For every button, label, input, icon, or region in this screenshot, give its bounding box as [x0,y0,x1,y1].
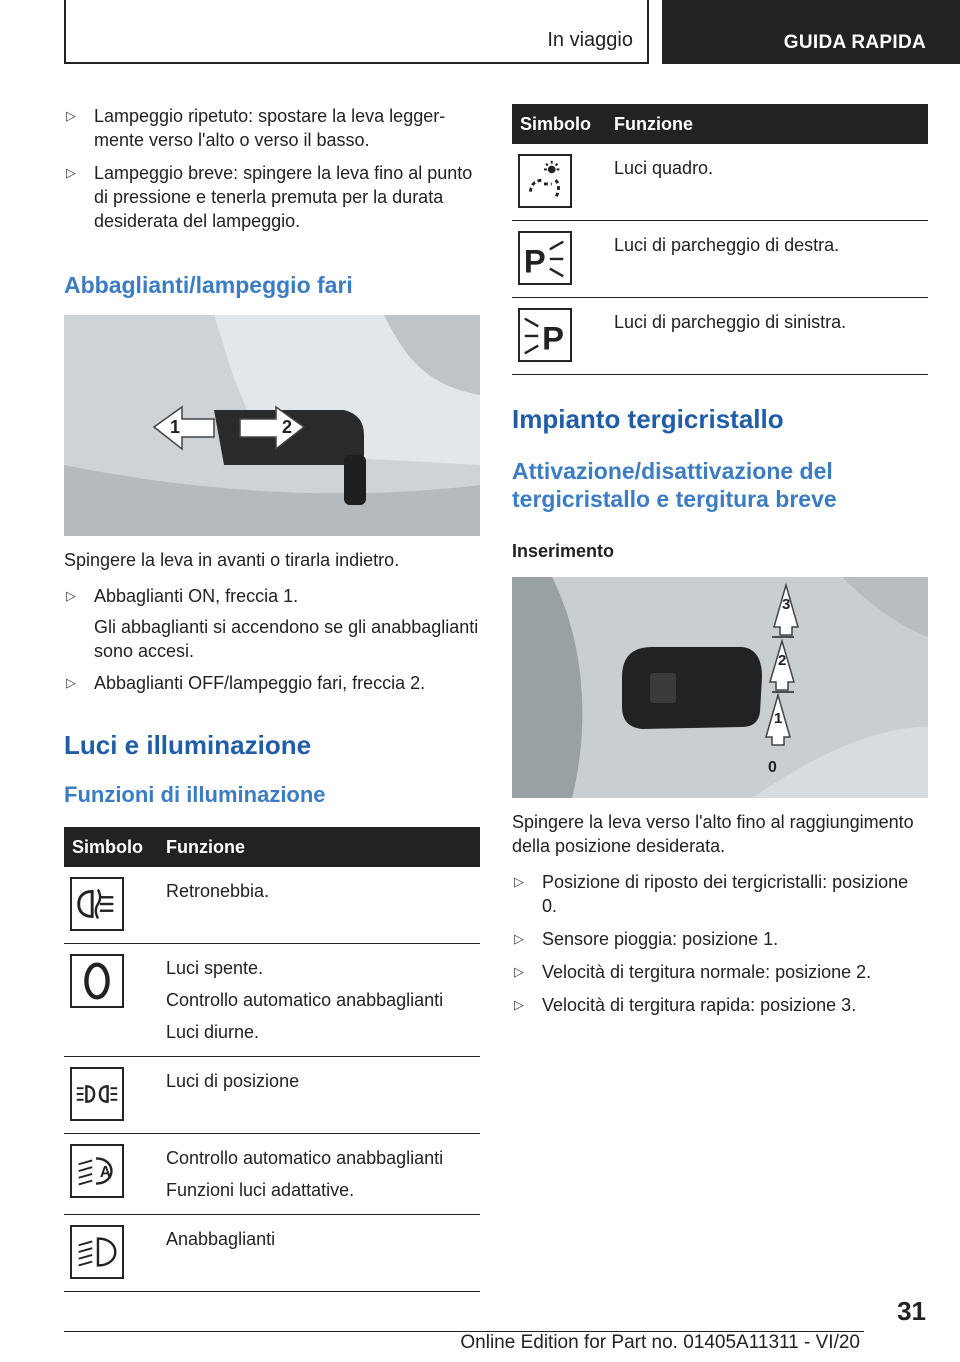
svg-text:A: A [99,1163,112,1181]
bullet-item: ▷ Velocità di tergitura rapida: posizione 3. [514,995,857,1015]
arrow-label-1: 1 [170,417,181,437]
table-row: P Luci di parcheggio di sinistra. [512,298,928,375]
svg-text:P: P [523,242,546,280]
wiper-lever-photo [512,577,928,798]
footer-edition: Online Edition for Part no. 01405A11311 - VI/20 [460,1332,860,1353]
bullet-triangle-icon: ▷ [66,675,76,690]
column-header-symbol: Simbolo [64,827,158,867]
svg-text:P: P [542,319,564,357]
bullet-item: ▷ Sensore pioggia: posizione 1. [514,929,779,949]
wiper-position-3: 3 [782,596,791,613]
lever-instruction: Spingere la leva in avanti o tirarla indietro. [64,550,400,570]
table-row: Luci quadro. [512,144,928,221]
wiper-position-2: 2 [778,652,787,669]
table-row: P Luci di parcheggio di destra. [512,221,928,298]
table-row: Anabbaglianti [64,1215,480,1292]
bullet-triangle-icon: ▷ [66,108,76,123]
bullet-triangle-icon: ▷ [66,165,76,180]
lights-off-icon [70,954,124,1008]
column-header-function: Funzione [158,827,480,867]
header-frame [64,0,649,64]
column-header-symbol: Simbolo [512,104,606,144]
bullet-triangle-icon: ▷ [514,874,524,889]
table-row: Luci di posizione [64,1057,480,1134]
arrow-label-2: 2 [282,417,293,437]
instrument-lighting-icon [518,154,572,208]
bullet-item: ▷ Abbaglianti OFF/lampeggio fari, freccia 2. [66,673,426,693]
table-row: A Controllo automatico anabbaglianti Funzioni luci adattative. [64,1134,480,1215]
wiper-position-1: 1 [774,710,783,727]
page-number: 31 [897,1296,926,1326]
parking-symbols-table [512,104,928,375]
side-lights-icon [70,1067,124,1121]
left-column [64,104,480,1292]
lighting-symbols-table [64,827,480,1292]
bullet-item: ▷ Abbaglianti ON, freccia 1. [66,586,299,606]
bullet-triangle-icon: ▷ [66,588,76,603]
parking-light-right-icon [518,231,572,285]
bullet-item: ▷ Lampeggio ripetuto: spostare la leva leggermente verso l'alto o verso il basso. [66,106,446,150]
bullet-item: ▷ Posizione di riposto dei tergicristalli: posizione 0. [514,872,909,916]
parking-light-left-icon [518,308,572,362]
column-header-function: Funzione [606,104,928,144]
heading-switch-on: Inserimento [512,541,615,561]
heading-wiper-activation: Attivazione/disattivazione del tergicristallo e tergitura breve [512,458,837,512]
auto-headlight-icon [70,1144,124,1198]
bullet-triangle-icon: ▷ [514,964,524,979]
wiper-position-0: 0 [768,759,777,776]
section-title: In viaggio [547,29,633,51]
low-beam-icon [70,1225,124,1279]
table-row: Luci spente. Controllo automatico anabbaglianti Luci diurne. [64,944,480,1057]
rear-fog-light-icon [70,877,124,931]
quick-guide-tab[interactable]: GUIDA RAPIDA [662,0,960,64]
bullet-item: ▷ Velocità di tergitura normale: posizione 2. [514,962,872,982]
heading-lighting-functions: Funzioni di illuminazione [64,782,326,807]
table-row: Retronebbia. [64,867,480,944]
high-beam-lever-photo [64,315,480,536]
bullet-subtext: Gli abbaglianti si accendono se gli anabbaglianti sono accesi. [94,617,479,661]
bullet-triangle-icon: ▷ [514,931,524,946]
bullet-triangle-icon: ▷ [514,997,524,1012]
wiper-lever-instruction: Spingere la leva verso l'alto fino al raggiungimento della posizione desiderata. [512,812,914,856]
right-column [512,104,928,1026]
heading-high-beam: Abbaglianti/lampeggio fari [64,272,353,298]
bullet-item: ▷ Lampeggio breve: spingere la leva fino al punto di pressione e tenerla premuta per la durata desiderata del lampeggio. [66,163,473,231]
heading-wiper-system: Impianto tergicristallo [512,404,784,434]
heading-lights: Luci e illuminazione [64,730,312,760]
